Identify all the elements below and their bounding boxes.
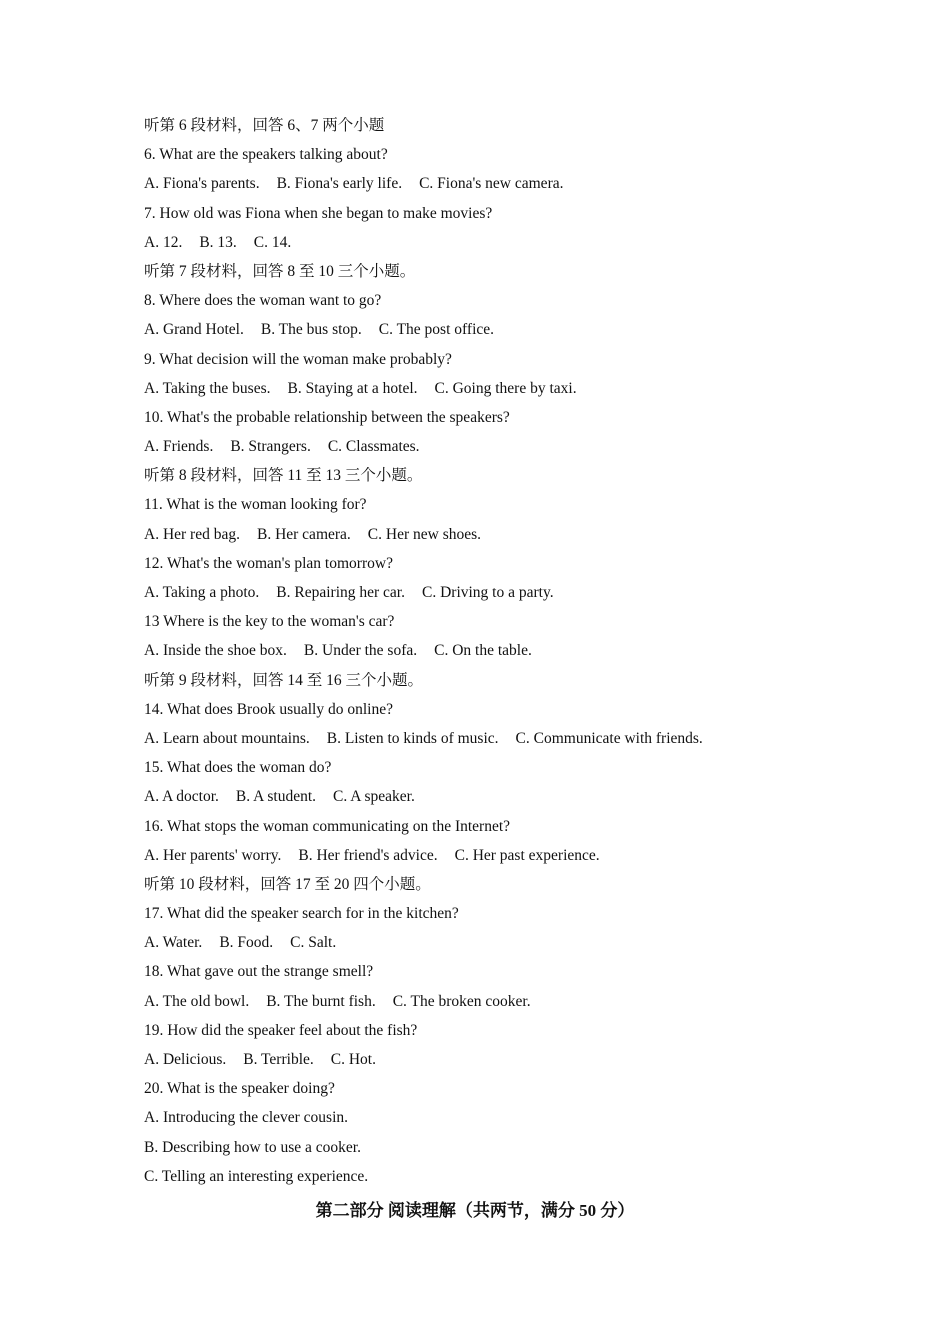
question-text: 8. Where does the woman want to go? xyxy=(144,292,382,310)
answer-option: C. Fiona's new camera. xyxy=(419,175,564,193)
answer-option: B. Food. xyxy=(219,934,274,952)
answer-option: C. Her new shoes. xyxy=(367,525,482,543)
answer-option: A. Her red bag. xyxy=(144,525,240,543)
answer-option: B. Under the sofa. xyxy=(303,642,418,660)
answer-option: C. Communicate with friends. xyxy=(515,729,703,747)
answer-options xyxy=(144,785,844,814)
answer-option: C. The post office. xyxy=(378,321,495,339)
section-instruction: 听第 6 段材料，回答 6、7 两个小题 xyxy=(144,117,385,134)
answer-options xyxy=(144,581,844,610)
answer-options xyxy=(144,639,844,668)
question-text: 19. How did the speaker feel about the fish? xyxy=(144,1021,418,1039)
question-text: 10. What's the probable relationship between the speakers? xyxy=(144,408,510,426)
answer-option: A. Learn about mountains. xyxy=(144,729,310,747)
answer-option: C. Driving to a party. xyxy=(422,584,554,601)
answer-option: A. Delicious. xyxy=(144,1051,227,1068)
section-instruction: 听第 10 段材料，回答 17 至 20 四个小题。 xyxy=(144,875,431,893)
answer-option: B. Repairing her car. xyxy=(276,584,405,601)
answer-option: B. The burnt fish. xyxy=(266,992,376,1010)
answer-options xyxy=(144,523,844,552)
answer-options xyxy=(144,844,844,873)
section-instruction: 听第 9 段材料，回答 14 至 16 三个小题。 xyxy=(144,671,424,689)
answer-option: C. On the table. xyxy=(434,642,532,660)
answer-option: A. Grand Hotel. xyxy=(144,321,244,339)
question-text: 9. What decision will the woman make probably? xyxy=(144,350,452,368)
answer-option: A. The old bowl. xyxy=(144,992,250,1010)
question-text: 13 Where is the key to the woman's car? xyxy=(144,613,395,631)
answer-option: A. A doctor. xyxy=(144,788,219,806)
answer-options xyxy=(144,1048,844,1077)
question-text: 16. What stops the woman communicating on the Internet? xyxy=(144,817,511,835)
answer-option: A. 12. xyxy=(144,233,183,251)
answer-options xyxy=(144,231,844,260)
answer-option: B. Fiona's early life. xyxy=(276,175,403,193)
question-text: 17. What did the speaker search for in the kitchen? xyxy=(144,905,459,923)
answer-option: C. Salt. xyxy=(290,934,337,952)
answer-option: C. Telling an interesting experience. xyxy=(144,1167,369,1185)
section-instruction: 听第 8 段材料，回答 11 至 13 三个小题。 xyxy=(144,467,423,485)
answer-option: A. Inside the shoe box. xyxy=(144,642,287,660)
answer-option: C. Her past experience. xyxy=(454,846,600,864)
question-text: 20. What is the speaker doing? xyxy=(144,1080,335,1098)
question-text: 12. What's the woman's plan tomorrow? xyxy=(144,554,393,572)
answer-option: A. Taking the buses. xyxy=(144,379,271,397)
answer-option: A. Water. xyxy=(144,934,203,952)
question-text: 6. What are the speakers talking about? xyxy=(144,146,388,164)
answer-option: C. Going there by taxi. xyxy=(434,379,577,397)
answer-option: B. Describing how to use a cooker. xyxy=(144,1138,361,1156)
answer-options xyxy=(144,990,844,1019)
answer-option: C. Classmates. xyxy=(327,438,420,456)
answer-options xyxy=(144,172,844,201)
listening-questions xyxy=(144,114,844,1194)
answer-option: C. A speaker. xyxy=(333,788,415,806)
answer-option: A. Fiona's parents. xyxy=(144,175,260,193)
answer-option: C. The broken cooker. xyxy=(392,992,531,1010)
answer-options xyxy=(144,727,844,756)
answer-options xyxy=(144,318,844,347)
answer-option: B. Listen to kinds of music. xyxy=(326,729,499,747)
question-text: 11. What is the woman looking for? xyxy=(144,496,367,514)
answer-options xyxy=(144,377,844,406)
answer-option: B. Terrible. xyxy=(243,1051,314,1068)
question-text: 18. What gave out the strange smell? xyxy=(144,963,374,981)
answer-option: A. Taking a photo. xyxy=(144,584,260,601)
answer-option: B. A student. xyxy=(235,788,317,806)
answer-option: A. Friends. xyxy=(144,438,214,456)
section-heading: 第二部分 阅读理解（共两节，满分 50 分） xyxy=(315,1201,635,1220)
answer-option: B. Her camera. xyxy=(256,525,351,543)
answer-option: C. 14. xyxy=(253,233,292,251)
answer-options xyxy=(144,931,844,960)
question-text: 14. What does Brook usually do online? xyxy=(144,700,393,718)
answer-option: B. Staying at a hotel. xyxy=(287,379,418,397)
question-text: 7. How old was Fiona when she began to make movies? xyxy=(144,204,493,222)
answer-option: B. 13. xyxy=(199,233,237,251)
answer-option: A. Introducing the clever cousin. xyxy=(144,1109,349,1127)
answer-option: B. Strangers. xyxy=(230,438,311,456)
answer-option: A. Her parents' worry. xyxy=(144,846,282,864)
answer-option: B. Her friend's advice. xyxy=(298,846,438,864)
question-text: 15. What does the woman do? xyxy=(144,759,332,777)
answer-option: B. The bus stop. xyxy=(260,321,362,339)
answer-options xyxy=(144,435,844,464)
answer-option: C. Hot. xyxy=(330,1051,376,1068)
section-instruction: 听第 7 段材料，回答 8 至 10 三个小题。 xyxy=(144,262,416,280)
